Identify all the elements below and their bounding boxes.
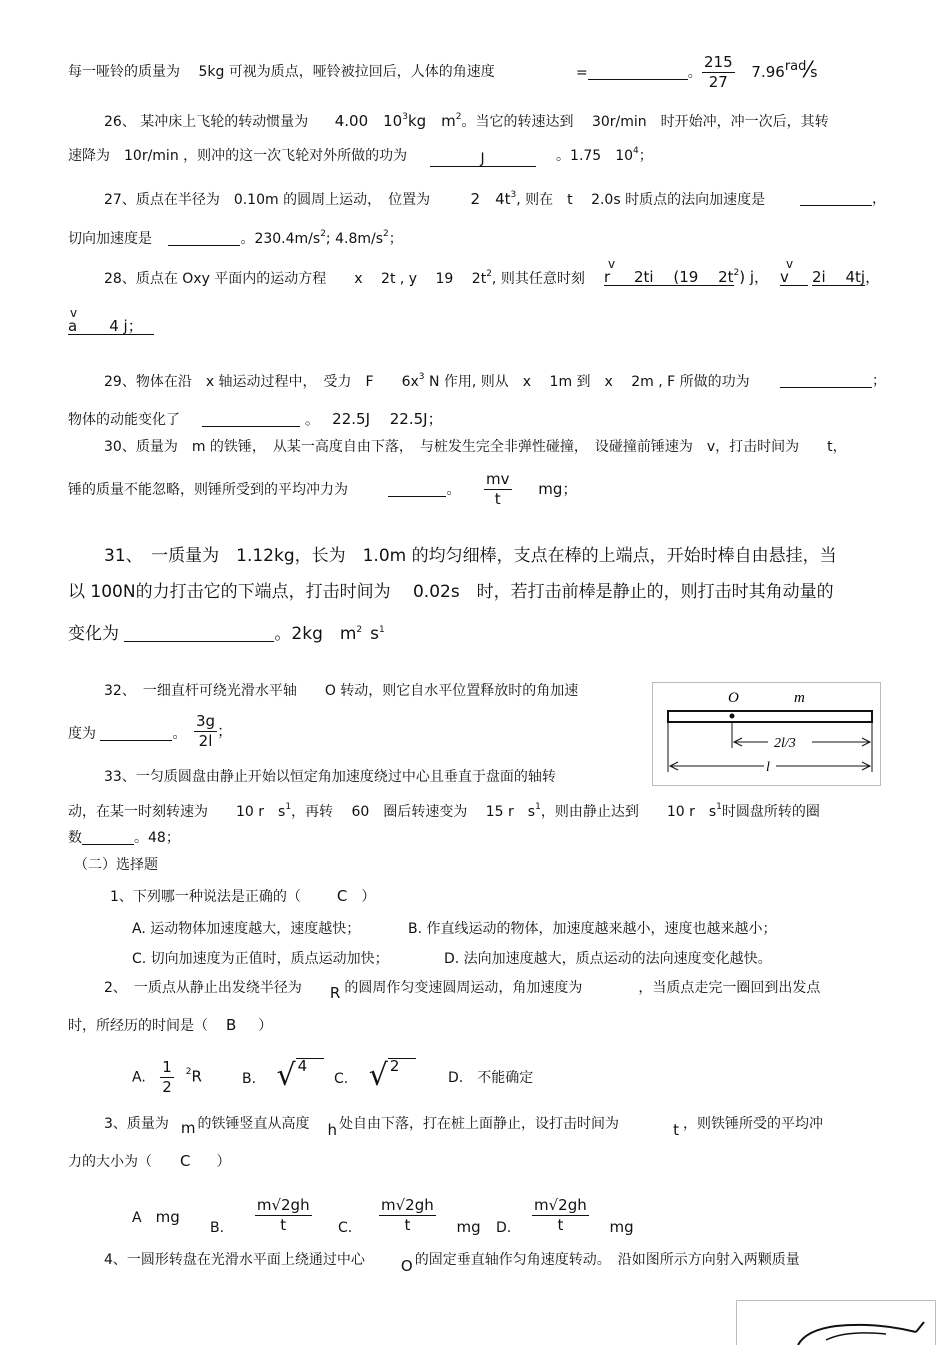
q25-eq-sign: = xyxy=(576,65,588,81)
q27-answer: 。$230.4m/s^2$; $4.8m/s^2$； xyxy=(240,229,403,247)
q30-answer: $\frac{mv}{t}$ mg； xyxy=(486,470,578,508)
q27-tangent-label: 切向加速度是 xyxy=(68,231,152,247)
q30-line1: 30、质量为 m 的铁锤， 从某一高度自由下落， 与桩发生完全非弹性碰撞， 设碰撞前锤速为 v，打击时间为 t， xyxy=(104,439,847,455)
q31-line2: 以 100N的力打击它的下端点，打击时间为 0.02s 时，若打击前棒是静止的，则打击时其角动量的 xyxy=(68,582,834,602)
c1-answer: C xyxy=(336,887,348,905)
q25-answer-blank[interactable] xyxy=(588,65,688,80)
q29-work-blank[interactable] xyxy=(780,373,872,388)
q25-text: 每一哑铃的质量为 5kg 可视为质点，哑铃被拉回后，人体的角速度 xyxy=(68,64,495,80)
q31-answer: 。2kg m xyxy=(274,624,357,644)
q26-rest: 。当它的转速达到 30r/min 时开始冲，冲一次后，其转 xyxy=(461,114,829,130)
q26-prefix: 26、 某冲床上飞轮的转动惯量为 xyxy=(104,114,309,130)
c1-option-d[interactable]: D. 法向加速度越大，质点运动的法向速度变化越快。 xyxy=(444,951,772,967)
q27-tangent-blank[interactable] xyxy=(168,231,240,246)
c4-disk-figure xyxy=(736,1300,936,1345)
c3-option-b[interactable]: B. $\frac{m√2gh}{t}$ xyxy=(210,1196,310,1236)
disk-edge xyxy=(798,1325,916,1345)
q29-line1: 29、物体在沿 x 轴运动过程中， 受力 F $6x^3$ N 作用, 则从 x 1m 到 x 2m , F 所做的功为 xyxy=(104,372,750,390)
dim-l-label: l xyxy=(766,760,770,775)
c2-option-d[interactable]: D. 不能确定 xyxy=(448,1070,534,1086)
q25-unit-num: rad xyxy=(784,58,807,74)
q32-answer: $\frac{3g}{2l}$ ； xyxy=(196,712,233,750)
q29-work-blank-group: ； xyxy=(780,373,886,388)
q27-position: 2 $4t^3$ xyxy=(470,190,517,208)
q33-answer: 。48； xyxy=(134,830,180,846)
q26-line1 xyxy=(104,113,829,129)
pivot-point xyxy=(730,714,735,719)
bullet-arrow xyxy=(916,1322,924,1332)
c2-option-b[interactable]: B. √ 4 xyxy=(242,1058,324,1091)
q28-equation: 28、质点在 Oxy 平面内的运动方程 x 2t , y 19 2t xyxy=(104,271,487,287)
q29-energy-blank[interactable] xyxy=(202,412,300,427)
q26-question: 速降为 10r/min ，则冲的这一次飞轮对外所做的功为 xyxy=(68,148,408,164)
q29-answer: 。 22.5J 22.5J； xyxy=(304,410,443,428)
c3-option-c[interactable]: C. $\frac{m√2gh}{t}$ mg xyxy=(338,1196,481,1236)
q26-line2 xyxy=(68,147,653,167)
c1-option-a[interactable]: A. 运动物体加速度越大，速度越快； xyxy=(132,921,361,937)
c2-answer: B xyxy=(226,1016,237,1034)
q27-line2 xyxy=(68,230,403,246)
c2-option-c[interactable]: C. √ 2 xyxy=(334,1058,416,1091)
c3-option-d[interactable]: D. $\frac{m√2gh}{t}$ mg xyxy=(496,1196,634,1236)
q25-den: 27 xyxy=(708,72,728,91)
q25-unit-den: s xyxy=(810,64,818,81)
q30-blank[interactable] xyxy=(388,482,446,497)
pivot-label: O xyxy=(728,690,739,706)
q27-line1 xyxy=(104,191,765,207)
q31-line3: 变化为 。2kg $m^2$ $s^1$ xyxy=(68,624,385,644)
q25-answer: $\frac{215}{27}$ $7.96^{rad}⁄s$ xyxy=(704,53,818,91)
q29-line2: 物体的动能变化了 。 22.5J 22.5J； xyxy=(68,410,443,428)
c4-line1: 4、一圆形转盘在光滑水平面上绕通过中心 O 的固定垂直轴作匀角速度转动。 沿如图所示方向射入两颗质量 xyxy=(104,1252,800,1275)
q33-line2: 动，在某一时刻转速为 10 r $s^1$，再转 60 圈后转速变为 15 r $s^1$，则由静止达到 10 r $s^1$时圆盘所转的圈 xyxy=(68,802,820,820)
c1-option-c[interactable]: C. 切向加速度为正值时，质点运动加快； xyxy=(132,951,389,967)
q25-fraction xyxy=(702,53,735,92)
q31-line1: 31、 一质量为 1.12kg，长为 1.0m 的均匀细棒，支点在棒的上端点，开始时棒自由悬挂，当 xyxy=(104,546,837,566)
q28-question: , 则其任意时刻 xyxy=(491,271,585,287)
mass-label: m xyxy=(794,690,805,706)
q33-line3: 数 。48； xyxy=(68,830,180,846)
q25-value: 7.96 xyxy=(751,62,785,81)
q30-line2: 锤的质量不能忽略，则锤所受到的平均冲力为 。 xyxy=(68,482,461,498)
c3-answer: C xyxy=(180,1152,191,1170)
c3-line1: 3、质量为 m 的铁锤竖直从高度 h 处自由下落，打在桩上面静止，设打击时间为 t ，则铁锤所受的平均冲 xyxy=(104,1116,823,1139)
q32-line1: 32、 一细直杆可绕光滑水平轴 O 转动，则它自水平位置释放时的角加速 xyxy=(104,683,579,699)
q27-question: , 则在 t 2.0s 时质点的法向加速度是 xyxy=(516,192,766,208)
q26-moment: 4.00 $10^3kg$ $m^2$ xyxy=(334,112,462,130)
q32-rod-figure xyxy=(652,682,882,786)
rod xyxy=(668,711,872,722)
c3-line2: 力的大小为（ C ） xyxy=(68,1152,231,1170)
q27-blank1-group: ， xyxy=(800,191,886,206)
q31-blank[interactable] xyxy=(124,624,274,642)
q28-a-answer: v a 4 j； xyxy=(68,313,154,335)
q32-blank[interactable] xyxy=(100,726,172,741)
c2-line1: 2、 一质点从静止出发绕半径为 R 的圆周作匀变速圆周运动，角加速度为 ，当质点走完一圈回到出发点 xyxy=(104,980,821,1002)
q32-line2: 度为 。 xyxy=(68,726,187,742)
q33-blank[interactable] xyxy=(82,830,134,845)
c3-option-a[interactable]: A mg xyxy=(132,1208,180,1226)
q28-r-answer: v r 2ti (19 $2t^2$) j， xyxy=(604,257,770,286)
disk-arc xyxy=(826,1333,886,1340)
q27-normal-blank[interactable] xyxy=(800,191,872,206)
figure-frame xyxy=(737,1301,936,1345)
q25-eq xyxy=(576,65,702,80)
q28-v-answer: v v 2i 4tj， xyxy=(780,257,881,286)
q28-line1: 28、质点在 Oxy 平面内的运动方程 x 2t , y 19 $2t^2$, 则其任意时刻 xyxy=(104,269,585,287)
c1-option-b[interactable]: B. 作直线运动的物体，加速度越来越小，速度也越来越小； xyxy=(408,921,777,937)
dim-23-label: 2l/3 xyxy=(774,736,796,751)
c1-question: 1、下列哪一种说法是正确的（ C ） xyxy=(110,887,376,905)
q26-answer: 。1.75 $10^4$； xyxy=(556,146,653,164)
q33-line1: 33、一匀质圆盘由静止开始以恒定角加速度绕过中心且垂直于盘面的轴转 xyxy=(104,769,556,785)
q25-num: 215 xyxy=(704,53,733,71)
q26-answer-blank[interactable]: J xyxy=(430,152,536,167)
q27-prefix: 27、质点在半径为 0.10m 的圆周上运动， 位置为 xyxy=(104,192,431,208)
c2-option-a[interactable]: A. $\frac{1}{2}$ $^2$R xyxy=(132,1058,202,1096)
section-heading: （二）选择题 xyxy=(74,857,158,873)
c2-line2: 时，所经历的时间是（ B ） xyxy=(68,1016,273,1034)
q25-end: 。 xyxy=(687,65,702,81)
